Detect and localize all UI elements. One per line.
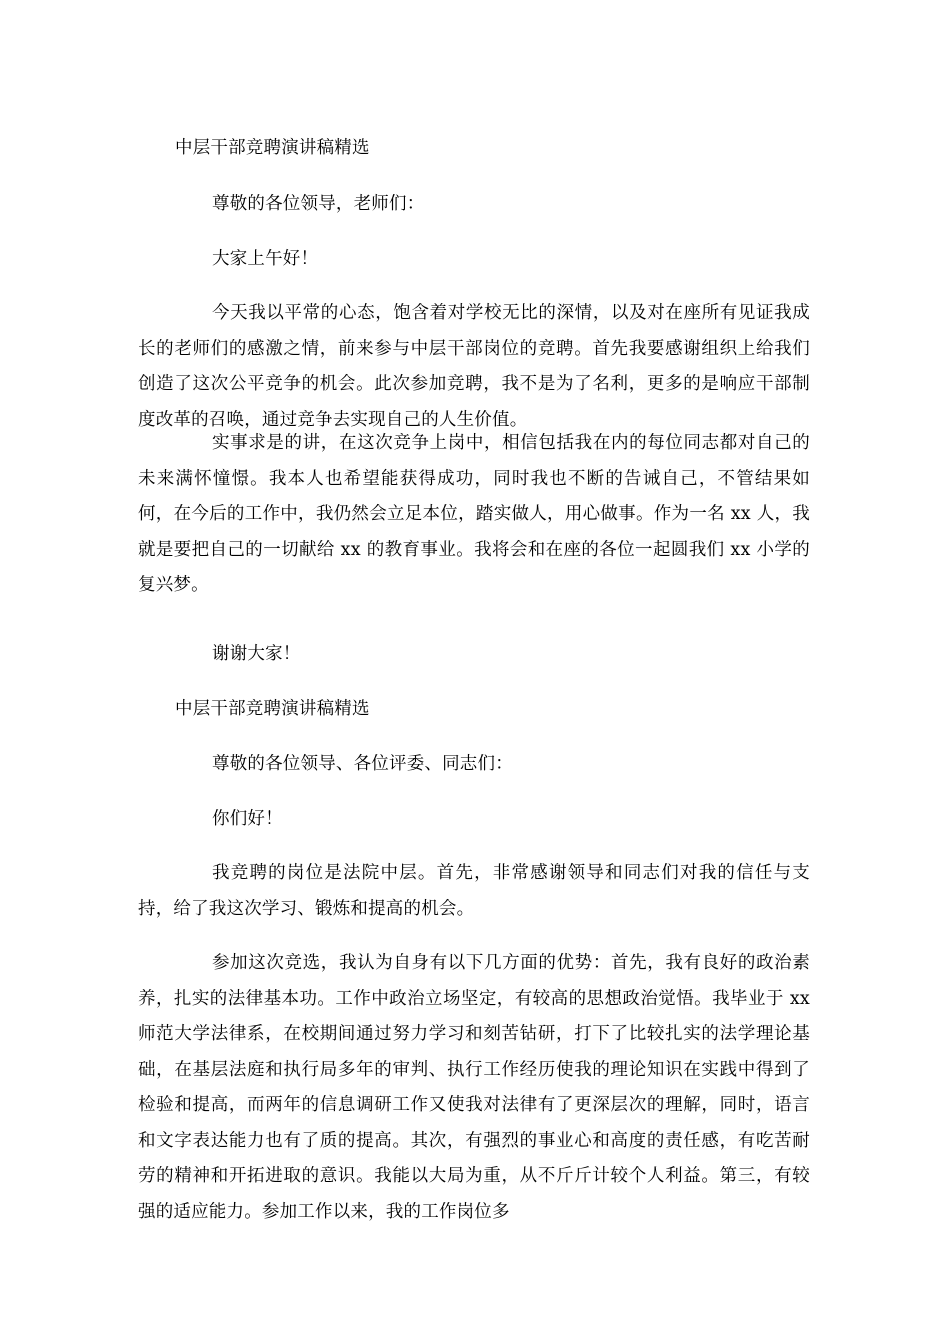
salutation: 尊敬的各位领导，老师们： [212, 194, 425, 214]
closing-text: 谢谢大家！ [212, 644, 301, 664]
section-title: 中层干部竞聘演讲稿精选 [175, 699, 370, 719]
section-title: 中层干部竞聘演讲稿精选 [175, 138, 370, 158]
body-paragraph: 今天我以平常的心态，饱含着对学校无比的深情，以及对在座所有见证我成长的老师们的感激之情，前来参与中层干部岗位的竞聘。首先我要感谢组织上给我们创造了这次公平竞争的机会。此次参加竞聘，我不是为了名利，更多的是响应干部制度改革的召唤，通过竞争去实现自己的人生价值。 [138, 303, 810, 430]
body-paragraph: 参加这次竞选，我认为自身有以下几方面的优势：首先，我有良好的政治素养，扎实的法律基本功。工作中政治立场坚定，有较高的思想政治觉悟。我毕业于 xx 师范大学法律系，在校期间通过努力学习和刻苦钻研，打下了比较扎实的法学理论基础，在基层法庭和执行局多年的审判、执行工作经历使我的理论知识在实践中得到了检验和提高，而两年的信息调研工作又使我对法律有了更深层次的理解，同时，语言和文字表达能力也有了质的提高。其次，有强烈的事业心和高度的责任感，有吃苦耐劳的精神和开拓进取的意识。我能以大局为重，从不斤斤计较个人利益。第三，有较强的适应能力。参加工作以来，我的工作岗位多 [138, 953, 810, 1222]
greeting: 大家上午好！ [212, 249, 319, 269]
body-paragraph: 我竞聘的岗位是法院中层。首先，非常感谢领导和同志们对我的信任与支持，给了我这次学习、锻炼和提高的机会。 [138, 863, 810, 919]
greeting: 你们好！ [212, 809, 283, 829]
body-paragraph: 实事求是的讲，在这次竞争上岗中，相信包括我在内的每位同志都对自己的未来满怀憧憬。我本人也希望能获得成功，同时我也不断的告诫自己，不管结果如何，在今后的工作中，我仍然会立足本位，踏实做人，用心做事。作为一名 xx 人，我就是要把自己的一切献给 xx 的教育事业。我将会和在座的各位一起圆我们 xx 小学的复兴梦。 [138, 433, 810, 595]
salutation: 尊敬的各位领导、各位评委、同志们： [212, 754, 513, 774]
